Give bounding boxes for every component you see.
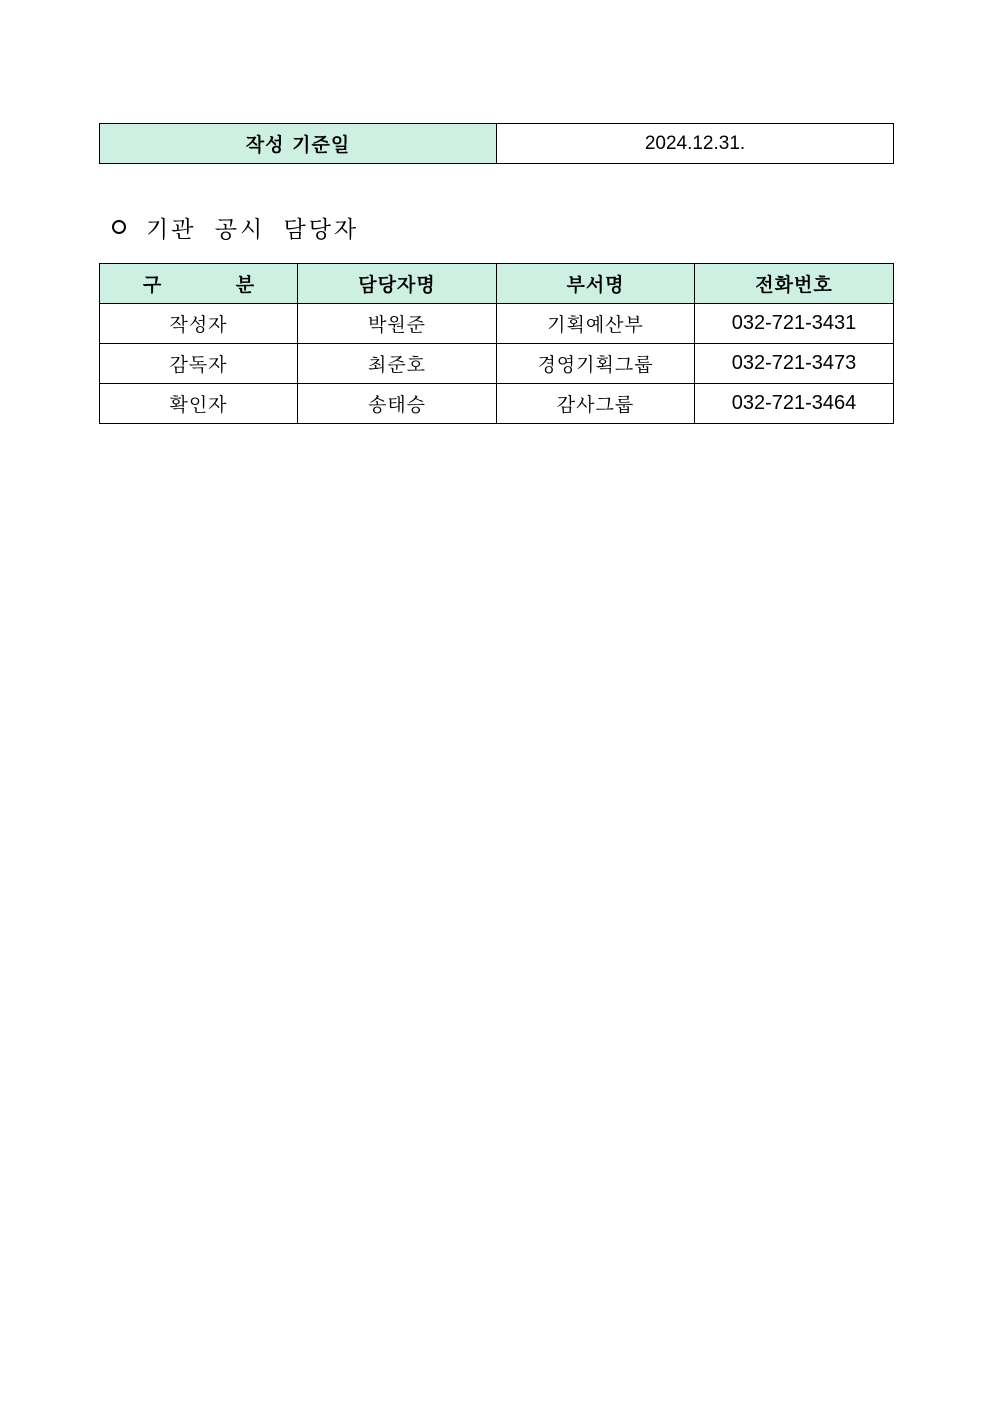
header-phone: 전화번호	[695, 264, 894, 304]
basis-date-table	[99, 123, 894, 164]
table-header-row	[100, 264, 894, 304]
cell-role: 확인자	[100, 384, 298, 424]
header-department: 부서명	[497, 264, 695, 304]
cell-role: 작성자	[100, 304, 298, 344]
cell-department: 감사그룹	[497, 384, 695, 424]
cell-role: 감독자	[100, 344, 298, 384]
cell-phone: 032-721-3473	[695, 344, 894, 384]
basis-date-label: 작성 기준일	[100, 124, 497, 164]
cell-department: 기획예산부	[497, 304, 695, 344]
table-row	[100, 384, 894, 424]
cell-phone: 032-721-3464	[695, 384, 894, 424]
circle-bullet-icon	[112, 220, 126, 234]
cell-name: 박원준	[298, 304, 497, 344]
cell-name: 송태승	[298, 384, 497, 424]
cell-phone: 032-721-3431	[695, 304, 894, 344]
cell-department: 경영기획그룹	[497, 344, 695, 384]
section-title: 기관 공시 담당자	[146, 216, 360, 243]
table-row	[100, 304, 894, 344]
header-contact-name: 담당자명	[298, 264, 497, 304]
header-category: 구 분	[100, 264, 298, 304]
section-heading	[110, 210, 359, 244]
cell-name: 최준호	[298, 344, 497, 384]
contacts-table	[99, 263, 894, 424]
table-row	[100, 344, 894, 384]
basis-date-row	[100, 124, 894, 164]
basis-date-value: 2024.12.31.	[497, 124, 894, 164]
